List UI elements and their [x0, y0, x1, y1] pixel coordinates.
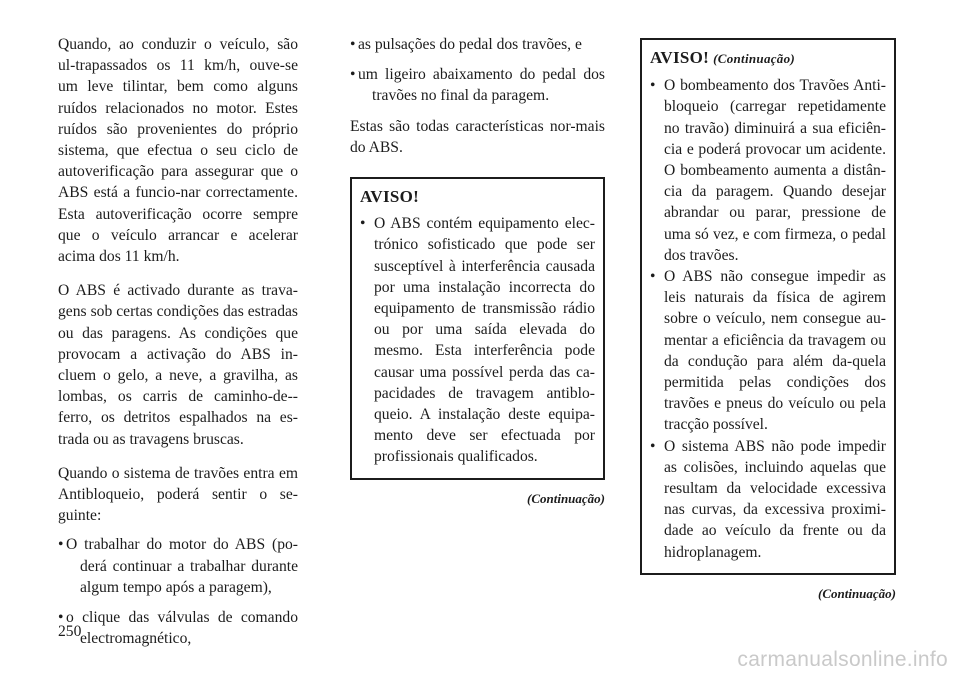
watermark: carmanualsonline.info [737, 648, 948, 671]
sensations-list-continued [350, 34, 605, 107]
warning-title-text: AVISO! [650, 48, 710, 67]
text-column-3 [640, 38, 896, 604]
sensations-list [58, 534, 298, 649]
list-item: • O trabalhar do motor do ABS (po-derá continuar a trabalhar durante algum tempo após a paragem), [58, 534, 298, 598]
warning-item: • O ABS não consegue impedir as leis naturais da física de agirem sobre o veículo, nem consegue au-mentar a eficiência da travagem ou da condução para além da-quela permitida pelas condições dos travões e pneus do veículo ou pela tracção possível. [650, 266, 886, 436]
warning-title-note: (Continuação) [713, 51, 796, 66]
warning-list [360, 213, 595, 467]
text-column-2 [350, 34, 605, 509]
page-number: 250 [58, 623, 82, 640]
paragraph-abs-sensations-intro: Quando o sistema de travões entra em Antibloqueio, poderá sentir o se-guinte: [58, 464, 298, 525]
warning-box [350, 177, 605, 480]
paragraph-normal-abs: Estas são todas características nor-mais do ABS. [350, 117, 605, 156]
warning-title [650, 47, 886, 69]
warning-item: • O ABS contém equipamento elec-trónico sofisticado que pode ser susceptível à interferência causada por uma instalação incorrecta do equipamento de transmissão rádio ou por uma saída elevada do mesmo. Esta interferência pode causar uma possível perda das ca-pacidades de travagem antiblo-queio. A instalação deste equipa-mento deve ser efectuada por profissionais qualificados. [360, 213, 595, 467]
list-item: • um ligeiro abaixamento do pedal dos travões no final da paragem. [350, 64, 605, 106]
warning-list [650, 75, 886, 563]
warning-box-continued [640, 38, 896, 575]
continuation-note: (Continuação) [817, 585, 896, 601]
warning-item: • O bombeamento dos Travões Anti-bloqueio (carregar repetidamente no travão) diminuirá a sua eficiên-cia e poderá provocar um acidente. O bombeamento aumenta a distân-cia da paragem. Quando desejar abrandar ou parar, pressione de uma só vez, e com firmeza, o pedal dos travões. [650, 75, 886, 266]
text-column-1 [58, 34, 298, 659]
warning-item: • O sistema ABS não pode impedir as colisões, incluindo aquelas que resultam da velocidade excessiva nas curvas, da excessiva proximi-dade ao veículo da frente ou da hidroplanagem. [650, 436, 886, 563]
warning-title: AVISO! [360, 187, 420, 207]
continuation-note: (Continuação) [526, 490, 605, 506]
paragraph-abs-activation: O ABS é activado durante as trava-gens sob certas condições das estradas ou das paragens. As condições que provocam a activação do ABS in-cluem o gelo, a neve, a gravilha, as lombas, os carris de caminho-de--ferro, os detritos espalhados na es-trada ou as travagens bruscas. [58, 282, 298, 448]
paragraph-abs-self-check: Quando, ao conduzir o veículo, são ul-trapassados os 11 km/h, ouve-se um leve tilintar, bem como alguns ruídos relacionados no motor. Estes ruídos são provenientes do próprio sistema, que efectua o seu ciclo de autoverificação para assegurar que o ABS está a funcio-nar correctamente. Esta autoverificação ocorre sempre que o veículo arrancar e acelerar acima dos 11 km/h. [58, 36, 298, 266]
list-item: • as pulsações do pedal dos travões, e [350, 34, 605, 55]
list-item: • o clique das válvulas de comando electromagnético, [58, 607, 298, 649]
